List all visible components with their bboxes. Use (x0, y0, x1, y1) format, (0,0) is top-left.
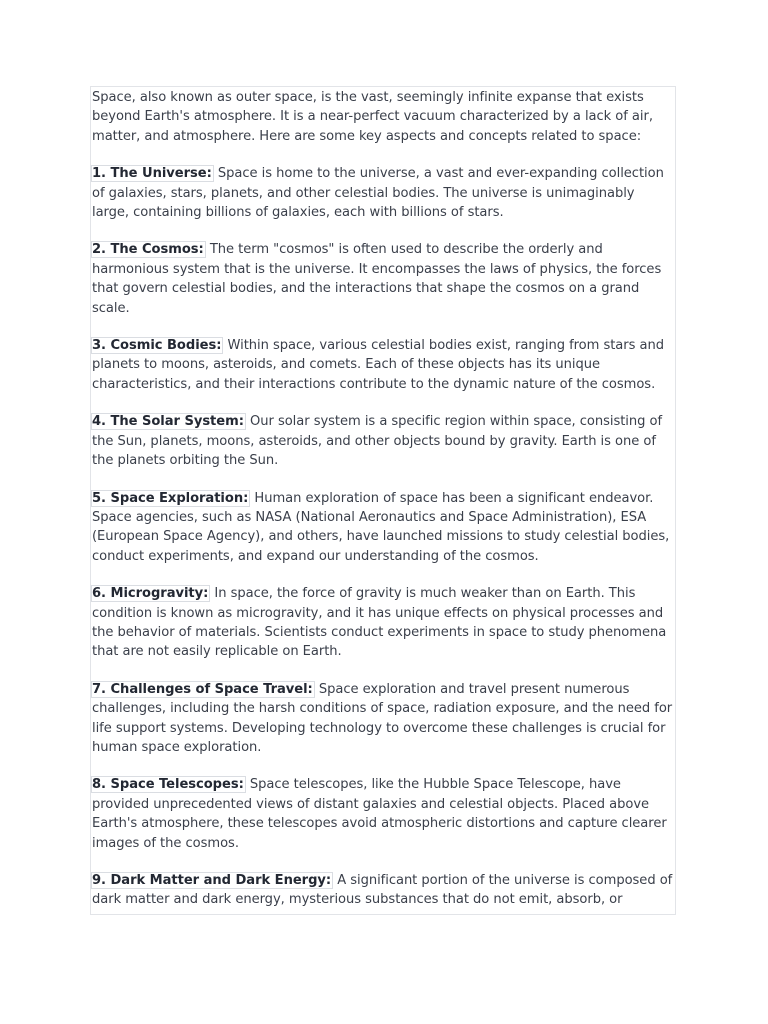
section-heading: 6. Microgravity: (92, 586, 209, 602)
section-heading: 9. Dark Matter and Dark Energy: (92, 873, 332, 888)
section-text: Space telescopes, like the Hubble Space Telescope, have provided unprecedented views of distant galaxies and celestial objects. Placed above Earth's atmosphere, these telescopes avoid atmospheric distortions and capture clearer images of the cosmos. (92, 777, 667, 851)
intro-paragraph: Space, also known as outer space, is the vast, seemingly infinite expanse that exists beyond Earth's atmosphere. It is a near-perfect vacuum characterized by a lack of air, matter, and atmosphere. Here are some key aspects and concepts related to space: (92, 90, 653, 144)
section-heading: 5. Space Exploration: (92, 490, 249, 506)
document-body (90, 86, 676, 915)
section-heading: 2. The Cosmos: (92, 242, 204, 258)
section-space-exploration (92, 489, 675, 567)
section-text: Space exploration and travel present numerous challenges, including the harsh conditions of space, radiation exposure, and the need for life support systems. Developing technology to overcome these challenges is crucial for human space exploration. (92, 681, 673, 755)
section-text: The term "cosmos" is often used to describe the orderly and harmonious system that is the universe. It encompasses the laws of physics, the forces that govern celestial bodies, and the interactions that shape the cosmos on a grand scale. (92, 242, 662, 316)
section-space-telescopes (92, 775, 675, 853)
section-solar-system (92, 412, 675, 470)
section-microgravity (92, 584, 675, 662)
section-text: Human exploration of space has been a significant endeavor. Space agencies, such as NASA (National Aeronautics and Space Administration), ESA (European Space Agency), and others, have launched missions to study celestial bodies, conduct experiments, and expand our understanding of the cosmos. (92, 490, 670, 564)
section-heading: 4. The Solar System: (92, 414, 244, 430)
section-text: A significant portion of the universe is composed of dark matter and dark energy, mysterious substances that do not emit, absorb, or (92, 873, 673, 908)
section-text: In space, the force of gravity is much weaker than on Earth. This condition is known as microgravity, and it has unique effects on physical processes and the behavior of materials. Scientists conduct experiments in space to study phenomena that are not easily replicable on Earth. (92, 586, 667, 660)
section-heading: 3. Cosmic Bodies: (92, 338, 222, 354)
section-cosmic-bodies (92, 336, 675, 394)
section-heading: 7. Challenges of Space Travel: (92, 681, 313, 697)
section-text: Space is home to the universe, a vast and ever-expanding collection of galaxies, stars, planets, and other celestial bodies. The universe is unimaginably large, containing billions of galaxies, each with billions of stars. (92, 166, 664, 221)
section-text: Within space, various celestial bodies exist, ranging from stars and planets to moons, asteroids, and comets. Each of these objects has its unique characteristics, and their interactions contribute to the dynamic nature of the cosmos. (92, 338, 664, 392)
section-cosmos (92, 240, 675, 318)
section-heading: 1. The Universe: (92, 166, 212, 182)
section-challenges (92, 680, 675, 758)
section-text: Our solar system is a specific region within space, consisting of the Sun, planets, moons, asteroids, and other objects bound by gravity. Earth is one of the planets orbiting the Sun. (92, 414, 663, 469)
section-heading: 8. Space Telescopes: (92, 777, 244, 793)
section-universe (92, 164, 675, 222)
section-dark-matter (92, 871, 675, 910)
